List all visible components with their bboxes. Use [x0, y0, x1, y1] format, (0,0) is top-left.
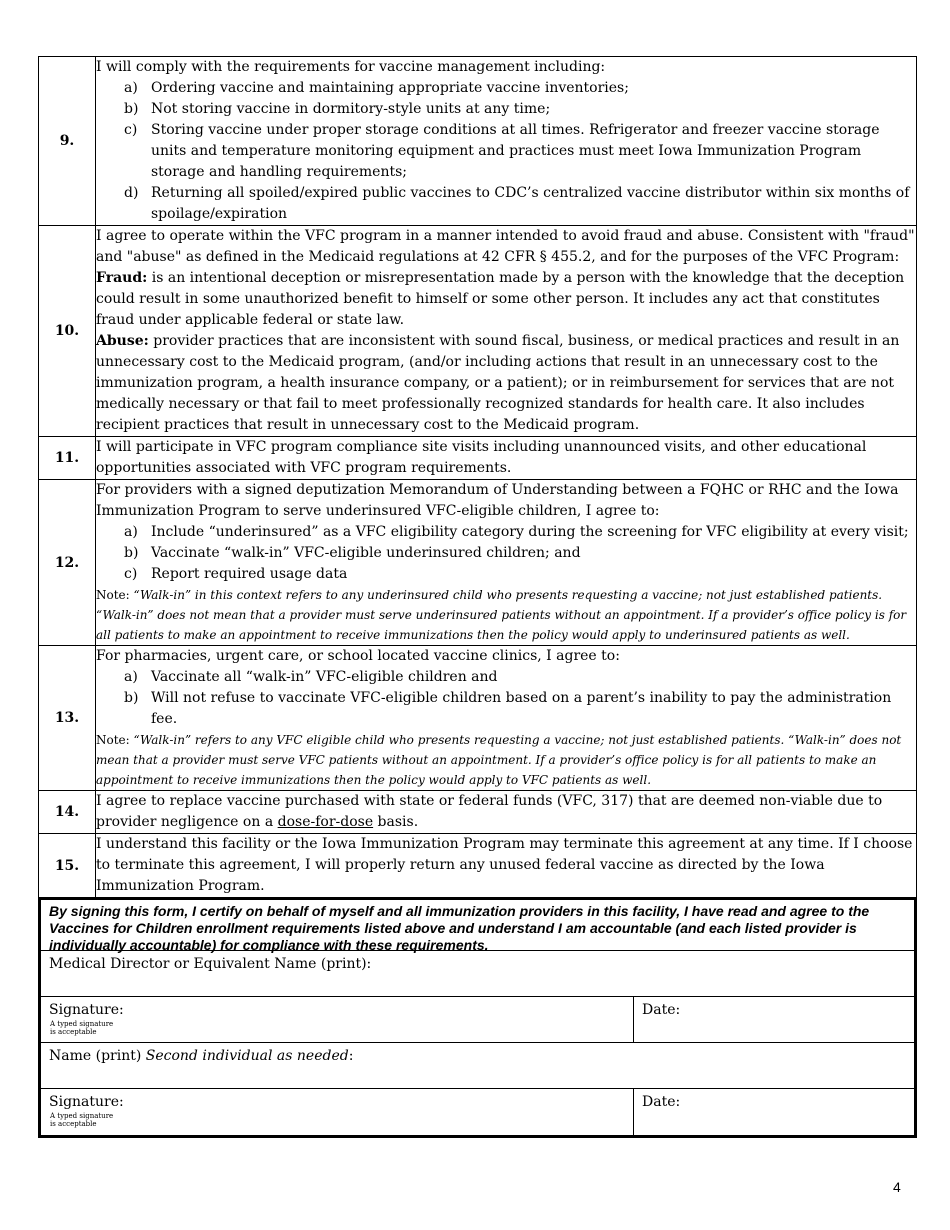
item-text: I will participate in VFC program compliance site visits including unannounced visits, and other educational opportunities associated with VFC program requirements.: [96, 437, 917, 480]
director-name-row: [41, 951, 914, 997]
typed-signature-note: A typed signature: [50, 1020, 114, 1028]
requirements-page: [38, 56, 917, 1138]
list-item: c) Report required usage data: [124, 566, 348, 582]
requirement-row-14: 14. I agree to replace vaccine purchased with state or federal funds (VFC, 317) that are deemed non-viable due to provider negligence on a dose-for-dose basis.: [39, 791, 917, 834]
item-number: 11.: [39, 437, 96, 480]
typed-signature-note: A typed signature: [50, 1112, 114, 1120]
item-number: 9.: [39, 57, 96, 226]
sub-list: [96, 667, 916, 730]
requirement-row-10: [39, 226, 917, 437]
item-note: Note: “Walk-in” refers to any VFC eligible child who presents requesting a vaccine; not just established patients. “Walk-in” does not mean that a provider must serve VFC patients without an appointment. If a provider’s office policy is for all patients to make an appointment to receive immunizations then the policy would apply to VFC patients as well.: [96, 733, 902, 787]
page-number: 4: [893, 1179, 901, 1195]
sub-list: [96, 522, 916, 585]
requirement-row-11: [39, 437, 917, 480]
requirement-row-15: [39, 834, 917, 898]
item-text: I understand this facility or the Iowa Immunization Program may terminate this agreement at any time. If I choose to terminate this agreement, I will properly return any unused federal vaccine as directed by the Iowa Immunization Program.: [96, 834, 917, 898]
typed-signature-note: is acceptable: [50, 1120, 97, 1128]
list-item: a) Vaccinate all “walk-in” VFC-eligible children and: [124, 669, 498, 685]
item-intro: For providers with a signed deputization Memorandum of Understanding between a FQHC or RHC and the Iowa Immunization Program to serve underinsured VFC-eligible children, I agree to:: [96, 482, 899, 519]
list-item: b) Not storing vaccine in dormitory-style units at any time;: [124, 101, 551, 117]
fraud-definition: Fraud: is an intentional deception or misrepresentation made by a person with the knowledge that the deception could result in some unauthorized benefit to himself or some other person. It includes any act that constitutes fraud under applicable federal or state law.: [96, 270, 905, 328]
certification-statement: By signing this form, I certify on behalf of myself and all immunization providers in this facility, I have read and agree to the Vaccines for Children enrollment requirements listed above and understand I am accountable (and each listed provider is individually accountable) for compliance with these requirements.: [41, 900, 914, 951]
second-date-field[interactable]: [634, 1089, 914, 1135]
item-intro: For pharmacies, urgent care, or school located vaccine clinics, I agree to:: [96, 648, 620, 664]
list-item: b) Will not refuse to vaccinate VFC-eligible children based on a parent’s inability to pay the administration fee.: [124, 690, 892, 727]
date-label: Date:: [642, 1094, 681, 1110]
item-number: 12.: [39, 480, 96, 646]
dose-for-dose-term: dose-for-dose: [277, 814, 374, 830]
second-signature-row: [41, 1089, 914, 1135]
signature-field[interactable]: [41, 997, 634, 1042]
item-note: Note: “Walk-in” in this context refers to any underinsured child who presents requesting a vaccine; not just established patients. “Walk-in” does not mean that a provider must serve underinsured patients without an appointment. If a provider’s office policy is for all patients to make an appointment to receive immunizations then the policy would apply to underinsured patients as well.: [96, 588, 907, 642]
signature-label: Signature:: [49, 1002, 124, 1018]
abuse-definition: Abuse: provider practices that are inconsistent with sound fiscal, business, or medical practices and result in an unnecessary cost to the Medicaid program, (and/or including actions that result in an unnecessary cost to the immunization program, a health insurance company, or a patient); or in reimbursement for services that are not medically necessary or that fail to meet professionally recognized standards for health care. It also includes recipient practices that result in unnecessary cost to the Medicaid program.: [96, 333, 900, 433]
sub-list: [96, 78, 916, 225]
requirement-row-12: [39, 480, 917, 646]
requirement-row-9: [39, 57, 917, 226]
second-name-label: Name (print): [49, 1048, 146, 1064]
typed-signature-note: is acceptable: [50, 1028, 97, 1036]
second-name-field[interactable]: Name (print) Second individual as needed:: [49, 1048, 354, 1064]
second-signature-field[interactable]: [41, 1089, 634, 1135]
director-name-field[interactable]: [41, 951, 914, 996]
signature-label: Signature:: [49, 1094, 124, 1110]
item-number: 10.: [39, 226, 96, 437]
director-name-label: Medical Director or Equivalent Name (print):: [49, 956, 372, 972]
list-item: a) Ordering vaccine and maintaining appropriate vaccine inventories;: [124, 80, 629, 96]
item-number: 14.: [39, 791, 96, 834]
second-name-row: [41, 1043, 914, 1089]
list-item: c) Storing vaccine under proper storage conditions at all times. Refrigerator and freezer vaccine storage units and temperature monitoring equipment and practices must meet Iowa Immunization Program storage and handling requirements;: [124, 122, 880, 180]
item-number: 15.: [39, 834, 96, 898]
list-item: a) Include “underinsured” as a VFC eligibility category during the screening for VFC eligibility at every visit;: [124, 524, 909, 540]
date-field[interactable]: [634, 997, 914, 1042]
list-item: b) Vaccinate “walk-in” VFC-eligible underinsured children; and: [124, 545, 581, 561]
requirement-row-13: [39, 646, 917, 791]
item-intro: I agree to operate within the VFC program in a manner intended to avoid fraud and abuse. Consistent with "fraud" and "abuse" as defined in the Medicaid regulations at 42 CFR § 455.2, and for the purposes of the VFC Program:: [96, 228, 915, 265]
item-intro: I will comply with the requirements for vaccine management including:: [96, 59, 606, 75]
item-number: 13.: [39, 646, 96, 791]
date-label: Date:: [642, 1002, 681, 1018]
list-item: d) Returning all spoiled/expired public vaccines to CDC’s centralized vaccine distributor within six months of spoilage/expiration: [124, 185, 910, 222]
certification-box: [38, 897, 917, 1138]
requirements-table: [38, 56, 917, 898]
signature-row: [41, 997, 914, 1043]
